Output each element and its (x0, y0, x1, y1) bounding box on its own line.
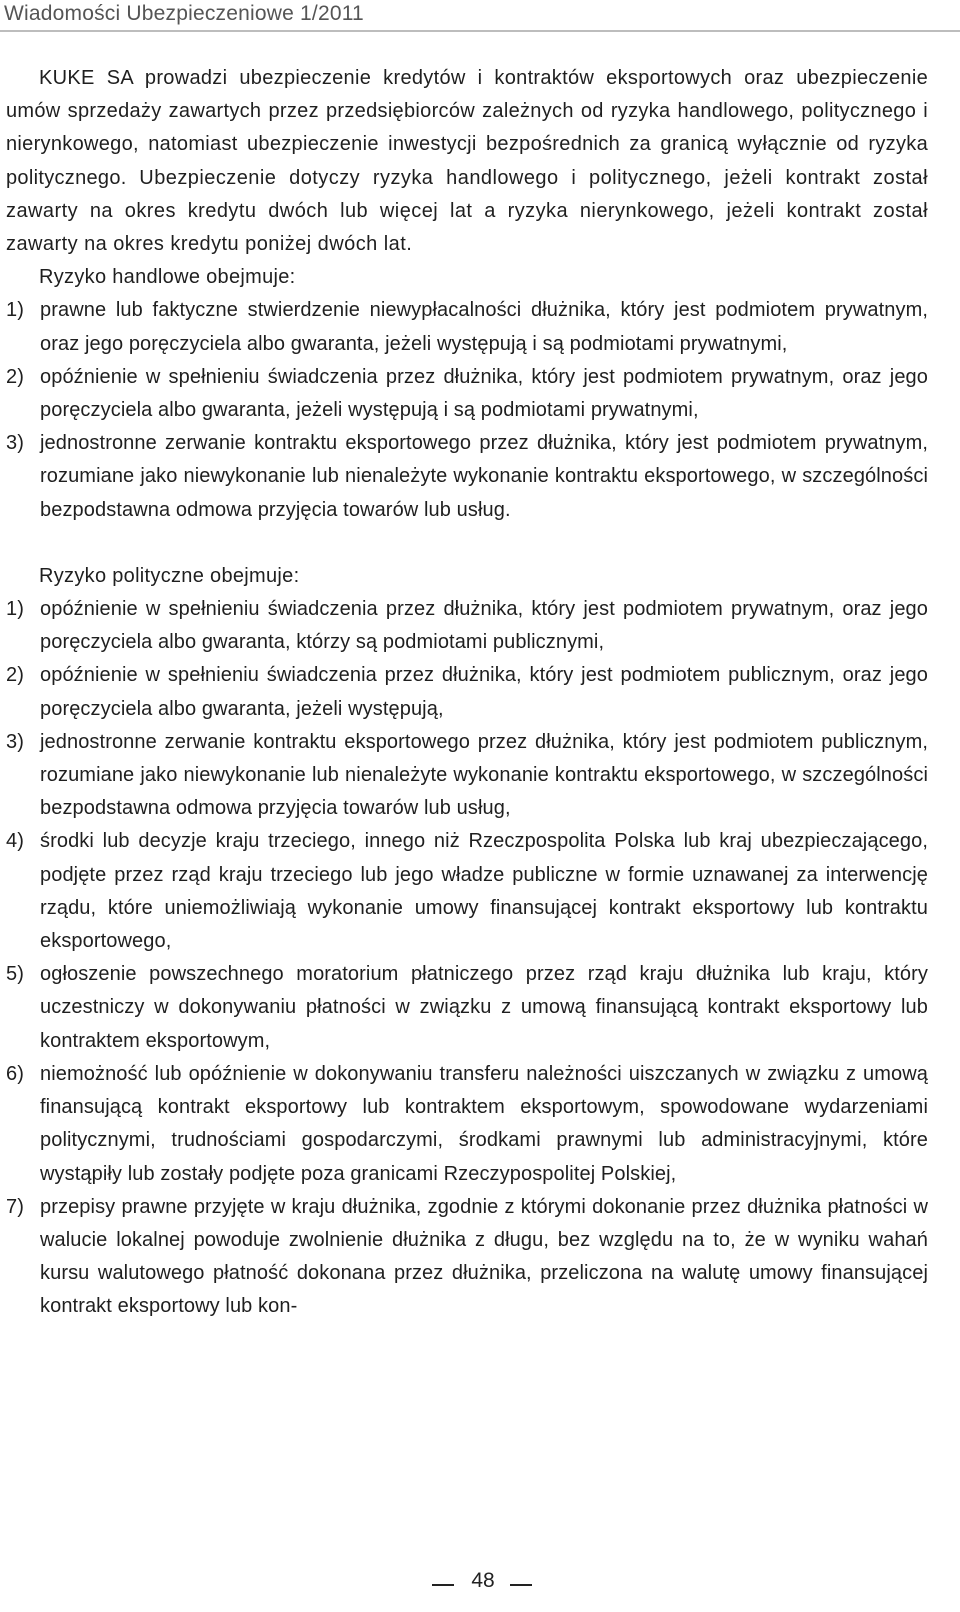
intro-sentence-scope: KUKE SA prowadzi ubezpieczenie kredytów i kontraktów eksportowych oraz ubezpieczenie umów sprzedaży zawartych przez przedsiębiorców zależnych od ryzyka handlowego, politycznego i nierynkowego, natomiast ubezpieczenie inwestycji bezpośrednich za granicą wyłącznie od ryzyka politycznego. (6, 67, 928, 189)
list-item-text: prawne lub faktyczne stwierdzenie niewypłacalności dłużnika, który jest podmiotem prywatnym, oraz jego poręczyciela albo gwaranta, jeżeli występują i są podmiotami prywatnymi, (40, 299, 928, 355)
list-item-number: 1) (6, 299, 24, 322)
intro-paragraph (6, 62, 928, 261)
list-item-text: przepisy prawne przyjęte w kraju dłużnika, zgodnie z którymi dokonanie przez dłużnika płatności w walucie lokalnej powoduje zwolnienie dłużnika z długu, bez względu na to, że w wyniku wahań kursu walutowego płatność dokonana przez dłużnika, przeliczona na walutę umowy finansującej kontrakt eksportowy lub kon- (40, 1195, 928, 1318)
list-item-number: 1) (6, 598, 24, 621)
list-item (6, 1058, 928, 1191)
list-item-text: niemożność lub opóźnienie w dokonywaniu transferu należności uiszczanych w związku z umową finansującą kontrakt eksportowy lub kontraktem eksportowym, spowodowane wydarzeniami politycznymi, trudnościami gospodarczymi, środkami prawnymi lub administracyjnymi, które wystąpiły lub zostały podjęte poza granicami Rzeczypospolitej Polskiej, (40, 1062, 928, 1185)
publication-title: Wiadomości Ubezpieczeniowe 1/2011 (4, 2, 364, 25)
list-item-number: 2) (6, 365, 24, 388)
list-item-number: 4) (6, 830, 24, 853)
list-item-text: środki lub decyzje kraju trzeciego, innego niż Rzeczpospolita Polska lub kraj ubezpieczającego, podjęte przez rząd kraju trzeciego lub jego władze publiczne w formie uznawanej za interwencję rządu, które uniemożliwiają wykonanie umowy finansującej kontrakt eksportowy lub kontraktu eksportowego, (40, 830, 928, 953)
list-item (6, 1191, 928, 1324)
list-item-number: 7) (6, 1195, 24, 1218)
political-risk-title: Ryzyko polityczne obejmuje: (39, 564, 300, 587)
list-item-number: 5) (6, 963, 24, 986)
commercial-risk-section (6, 261, 928, 527)
running-header (0, 0, 960, 32)
list-item-text: opóźnienie w spełnieniu świadczenia przez dłużnika, który jest podmiotem publicznym, oraz jego poręczyciela albo gwaranta, jeżeli występują, (40, 664, 928, 720)
commercial-risk-list (6, 294, 928, 526)
section-spacer (6, 527, 928, 560)
list-item (6, 825, 928, 958)
list-item-text: jednostronne zerwanie kontraktu eksportowego przez dłużnika, który jest podmiotem prywatnym, rozumiane jako niewykonanie lub nienależyte wykonanie kontraktu eksportowego, w szczególności bezpodstawna odmowa przyjęcia towarów lub usług. (40, 432, 928, 521)
political-risk-list (6, 593, 928, 1323)
list-item-number: 3) (6, 730, 24, 753)
list-item-text: jednostronne zerwanie kontraktu eksportowego przez dłużnika, który jest podmiotem publicznym, rozumiane jako niewykonanie lub nienależyte wykonanie kontraktu eksportowego, w szczególności bezpodstawna odmowa przyjęcia towarów lub usług, (40, 730, 928, 820)
list-item-number: 3) (6, 432, 24, 455)
list-item (6, 726, 928, 826)
page-number-dash-right (510, 1584, 532, 1586)
list-item (6, 958, 928, 1058)
list-item-text: opóźnienie w spełnieniu świadczenia przez dłużnika, który jest podmiotem prywatnym, oraz jego poręczyciela albo gwaranta, którzy są podmiotami publicznymi, (40, 598, 928, 654)
list-item (6, 361, 928, 427)
list-item-number: 2) (6, 664, 24, 687)
list-item-text: ogłoszenie powszechnego moratorium płatniczego przez rząd kraju dłużnika lub kraju, który uczestniczy w dokonywaniu płatności w związku z umową finansującą kontrakt eksportowy lub kontraktem eksportowym, (40, 963, 928, 1052)
intro-sentence-conditions: Ubezpieczenie dotyczy ryzyka handlowego i politycznego, jeżeli kontrakt został zawarty na okres kredytu dwóch lub więcej lat a ryzyka nierynkowego, jeżeli kontrakt został zawarty na okres kredytu poniżej dwóch lat. (6, 166, 928, 256)
commercial-risk-title: Ryzyko handlowe obejmuje: (39, 266, 296, 289)
page-number-dash-left (432, 1584, 454, 1586)
list-item (6, 593, 928, 659)
list-item (6, 427, 928, 527)
list-item-text: opóźnienie w spełnieniu świadczenia przez dłużnika, który jest podmiotem prywatnym, oraz jego poręczyciela albo gwaranta, jeżeli występują i są podmiotami prywatnymi, (40, 365, 928, 422)
list-item-number: 6) (6, 1062, 24, 1085)
page-number: 48 (471, 1569, 495, 1592)
page-footer (0, 1560, 960, 1600)
list-item (6, 294, 928, 360)
list-item (6, 659, 928, 725)
political-risk-section (6, 560, 928, 1324)
article-body (6, 62, 928, 1324)
